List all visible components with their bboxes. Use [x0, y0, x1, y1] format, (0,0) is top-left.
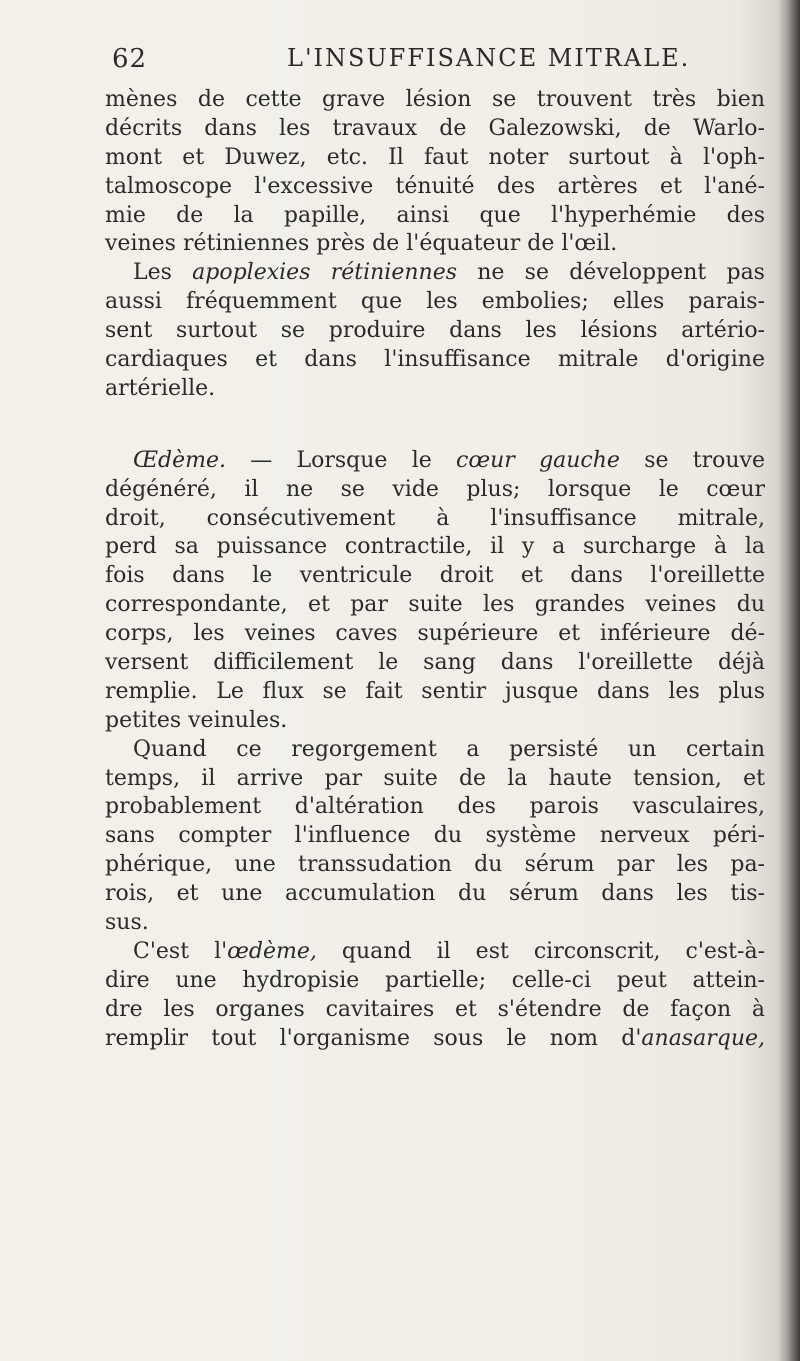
- text-run: Les: [133, 260, 193, 286]
- text-line: rois, et une accumulation du sérum dans les tis-: [105, 881, 765, 907]
- paragraph-5: [105, 938, 765, 1054]
- page-header: [112, 44, 762, 84]
- paragraph-4: [105, 736, 765, 938]
- text-line: mie de la papille, ainsi que l'hyperhémie des: [105, 202, 765, 228]
- text-line: [105, 447, 765, 476]
- italic-term: apoplexies rétiniennes: [192, 260, 458, 286]
- text-line: mont et Duwez, etc. Il faut noter surtout à l'oph-: [105, 144, 765, 170]
- text-line: [105, 259, 765, 288]
- page-number: 62: [112, 44, 148, 74]
- text-run: ne se développent pas: [457, 260, 765, 286]
- text-line: [105, 1025, 765, 1054]
- text-line: dire une hydropisie partielle; celle-ci peut attein-: [105, 967, 765, 993]
- paragraph-3: [105, 447, 765, 736]
- text-line: cardiaques et dans l'insuffisance mitrale d'origine: [105, 347, 765, 373]
- text-line: artérielle.: [105, 375, 216, 401]
- text-line: Quand ce regorgement a persisté un certain: [133, 736, 765, 762]
- text-line: aussi fréquemment que les embolies; elles parais-: [105, 289, 765, 315]
- text-run: se trouve: [619, 447, 766, 473]
- text-line: dégénéré, il ne se vide plus; lorsque le cœur: [105, 476, 765, 502]
- text-line: temps, il arrive par suite de la haute tension, et: [105, 765, 765, 791]
- text-line: perd sa puissance contractile, il y a surcharge à la: [105, 534, 765, 560]
- italic-term: cœur gauche: [456, 447, 620, 473]
- text-line: correspondante, et par suite les grandes veines du: [105, 592, 765, 618]
- paragraph-1: [105, 86, 765, 259]
- paragraph-2: [105, 259, 765, 403]
- text-line: droit, consécutivement à l'insuffisance mitrale,: [105, 505, 765, 531]
- text-line: sus.: [105, 910, 149, 936]
- italic-term: anasarque,: [641, 1025, 765, 1051]
- running-title: L'INSUFFISANCE MITRALE.: [287, 44, 691, 72]
- page-edge-shadow: [778, 0, 800, 1361]
- text-line: dre les organes cavitaires et s'étendre de façon à: [105, 996, 765, 1022]
- text-line: corps, les veines caves supérieure et inférieure dé-: [105, 621, 765, 647]
- italic-term: œdème,: [227, 938, 317, 964]
- text-line: sent surtout se produire dans les lésions artério-: [105, 318, 765, 344]
- text-run: C'est l': [133, 938, 228, 964]
- text-line: phérique, une transsudation du sérum par les pa-: [105, 852, 765, 878]
- text-line: décrits dans les travaux de Galezowski, de Warlo-: [105, 115, 765, 141]
- text-line: probablement d'altération des parois vasculaires,: [105, 794, 765, 820]
- text-line: veines rétiniennes près de l'équateur de l'œil.: [105, 231, 618, 257]
- text-line: fois dans le ventricule droit et dans l'oreillette: [105, 563, 765, 589]
- text-run: remplir tout l'organisme sous le nom d': [105, 1025, 642, 1051]
- body-text: [105, 86, 765, 1054]
- text-run: quand il est circonscrit, c'est-à-: [316, 938, 766, 964]
- text-line: [105, 938, 765, 967]
- text-run: — Lorsque le: [226, 447, 457, 473]
- text-line: remplie. Le flux se fait sentir jusque dans les plus: [105, 678, 765, 704]
- text-line: versent difficilement le sang dans l'oreillette déjà: [105, 650, 765, 676]
- text-line: talmoscope l'excessive ténuité des artères et l'ané-: [105, 173, 765, 199]
- section-heading: Œdème.: [133, 447, 226, 473]
- text-line: petites veinules.: [105, 707, 288, 733]
- text-line: mènes de cette grave lésion se trouvent très bien: [105, 87, 765, 112]
- text-line: sans compter l'influence du système nerveux péri-: [105, 823, 765, 849]
